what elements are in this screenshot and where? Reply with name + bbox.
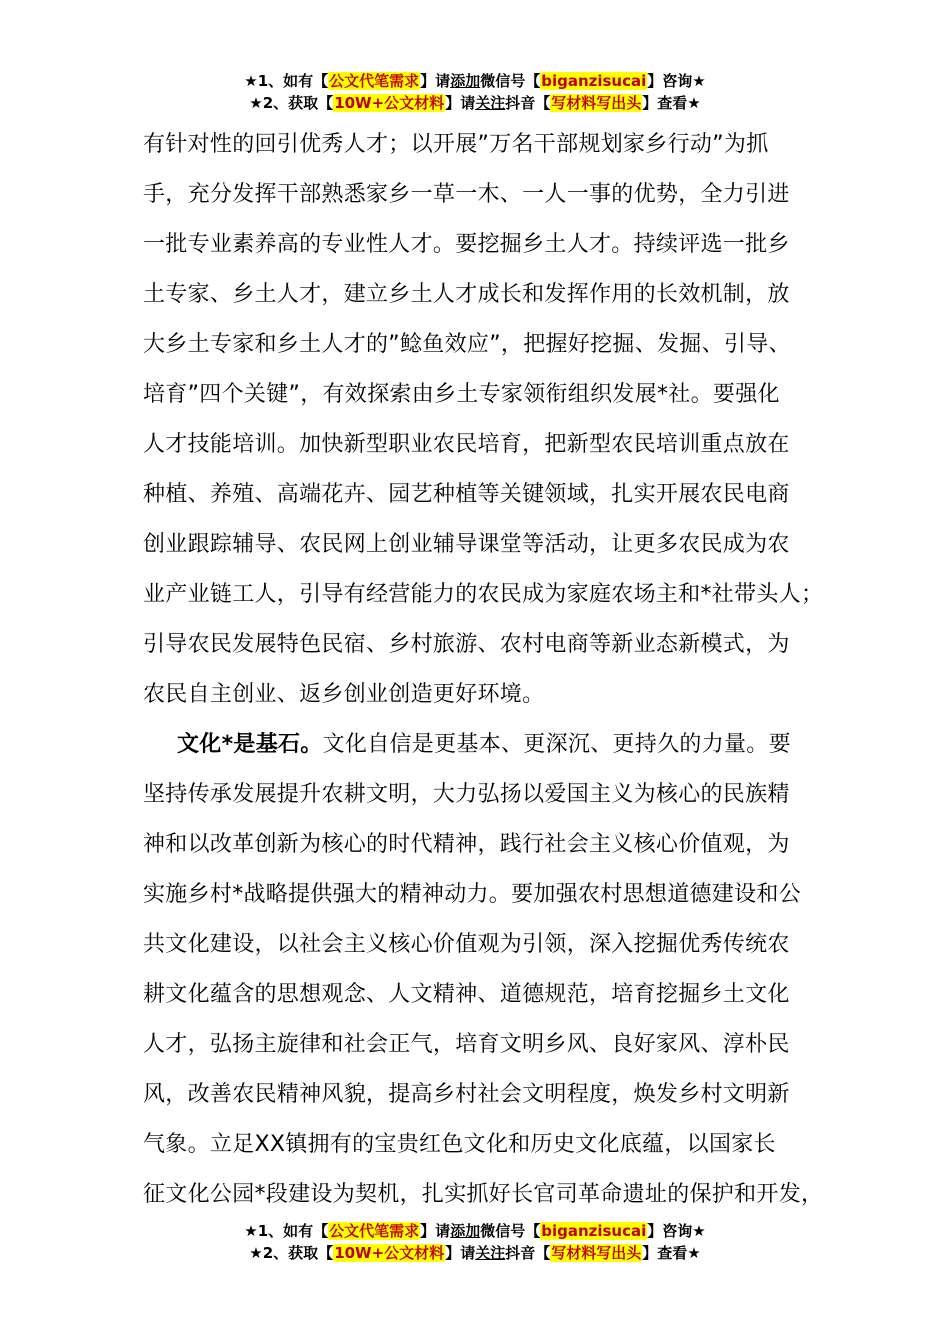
banner-text: ★1、如有【 bbox=[244, 72, 329, 90]
banner-text: ★2、获取【 bbox=[249, 1244, 334, 1262]
text-line: 坚持传承发展提升农耕文明，大力弘扬以爱国主义为核心的民族精 bbox=[143, 782, 790, 807]
text-line: 大乡土专家和乡土人才的”鲶鱼效应”，把握好挖掘、发掘、引导、 bbox=[143, 332, 791, 357]
banner-line-2 bbox=[0, 1242, 950, 1264]
text-line: 实施乡村*战略提供强大的精神动力。要加强农村思想道德建设和公 bbox=[143, 882, 802, 907]
banner-underlined: 关注 bbox=[475, 94, 506, 112]
banner-text: 】咨询★ bbox=[647, 1222, 706, 1240]
banner-text: 】咨询★ bbox=[647, 72, 706, 90]
banner-highlight: 写材料写出头 bbox=[551, 94, 642, 112]
document-body bbox=[143, 120, 833, 1220]
banner-text: ★2、获取【 bbox=[249, 94, 334, 112]
text-line: 土专家、乡土人才，建立乡土人才成长和发挥作用的长效机制，放 bbox=[143, 282, 790, 307]
banner-underlined: 添加 bbox=[450, 72, 481, 90]
text-line: 创业跟踪辅导、农民网上创业辅导课堂等活动，让更多农民成为农 bbox=[143, 532, 790, 557]
text-line: 气象。立足XX镇拥有的宝贵红色文化和历史文化底蕴，以国家长 bbox=[143, 1132, 776, 1157]
banner-text: 抖音【 bbox=[505, 94, 551, 112]
header-banner bbox=[0, 70, 950, 114]
text-line: 人才，弘扬主旋律和社会正气，培育文明乡风、良好家风、淳朴民 bbox=[143, 1032, 790, 1057]
banner-highlight: 10W+公文材料 bbox=[334, 94, 445, 112]
text-line: 有针对性的回引优秀人才；以开展”万名干部规划家乡行动”为抓 bbox=[143, 132, 769, 157]
footer-banner bbox=[0, 1220, 950, 1264]
text-line: 一批专业素养高的专业性人才。要挖掘乡土人才。持续评选一批乡 bbox=[143, 232, 790, 257]
banner-highlight: 写材料写出头 bbox=[551, 1244, 642, 1262]
banner-text: 抖音【 bbox=[505, 1244, 551, 1262]
banner-text: 】查看★ bbox=[642, 94, 701, 112]
banner-text: ★1、如有【 bbox=[244, 1222, 329, 1240]
text-span: 文化自信是更基本、更深沉、更持久的力量。要 bbox=[322, 732, 791, 757]
banner-text: 】查看★ bbox=[642, 1244, 701, 1262]
text-line: 风，改善农民精神风貌，提高乡村社会文明程度，焕发乡村文明新 bbox=[143, 1082, 790, 1107]
text-line: 手，充分发挥干部熟悉家乡一草一木、一人一事的优势，全力引进 bbox=[143, 182, 790, 207]
text-line: 种植、养殖、高端花卉、园艺种植等关键领域，扎实开展农民电商 bbox=[143, 482, 790, 507]
banner-text: 】请 bbox=[445, 94, 476, 112]
banner-line-2 bbox=[0, 92, 950, 114]
banner-highlight: biganzisucai bbox=[541, 1222, 647, 1240]
text-line: 征文化公园*段建设为契机，扎实抓好长官司革命遗址的保护和开发， bbox=[143, 1182, 824, 1207]
text-line: 人才技能培训。加快新型职业农民培育，把新型农民培训重点放在 bbox=[143, 432, 790, 457]
banner-text: 】请 bbox=[420, 72, 451, 90]
paragraph-heading: 文化*是基石。 bbox=[177, 732, 323, 757]
banner-highlight: 公文代笔需求 bbox=[329, 1222, 420, 1240]
text-line: 培育”四个关键”，有效探索由乡土专家领衔组织发展*社。要强化 bbox=[143, 382, 780, 407]
text-line: 引导农民发展特色民宿、乡村旅游、农村电商等新业态新模式，为 bbox=[143, 632, 790, 657]
banner-highlight: 10W+公文材料 bbox=[334, 1244, 445, 1262]
banner-text: 】请 bbox=[420, 1222, 451, 1240]
banner-text: 】请 bbox=[445, 1244, 476, 1262]
banner-highlight: biganzisucai bbox=[541, 72, 647, 90]
text-line: 业产业链工人，引导有经营能力的农民成为家庭农场主和*社带头人； bbox=[143, 582, 824, 607]
text-line: 神和以改革创新为核心的时代精神，践行社会主义核心价值观，为 bbox=[143, 832, 790, 857]
banner-highlight: 公文代笔需求 bbox=[329, 72, 420, 90]
text-line: 共文化建设，以社会主义核心价值观为引领，深入挖掘优秀传统农 bbox=[143, 932, 790, 957]
banner-text: 微信号【 bbox=[480, 72, 541, 90]
banner-underlined: 关注 bbox=[475, 1244, 506, 1262]
banner-underlined: 添加 bbox=[450, 1222, 481, 1240]
banner-text: 微信号【 bbox=[480, 1222, 541, 1240]
text-line: 耕文化蕴含的思想观念、人文精神、道德规范，培育挖掘乡土文化 bbox=[143, 982, 790, 1007]
paragraph-first-line bbox=[143, 720, 833, 770]
banner-line-1 bbox=[0, 70, 950, 92]
banner-line-1 bbox=[0, 1220, 950, 1242]
text-line: 农民自主创业、返乡创业创造更好环境。 bbox=[143, 682, 545, 707]
